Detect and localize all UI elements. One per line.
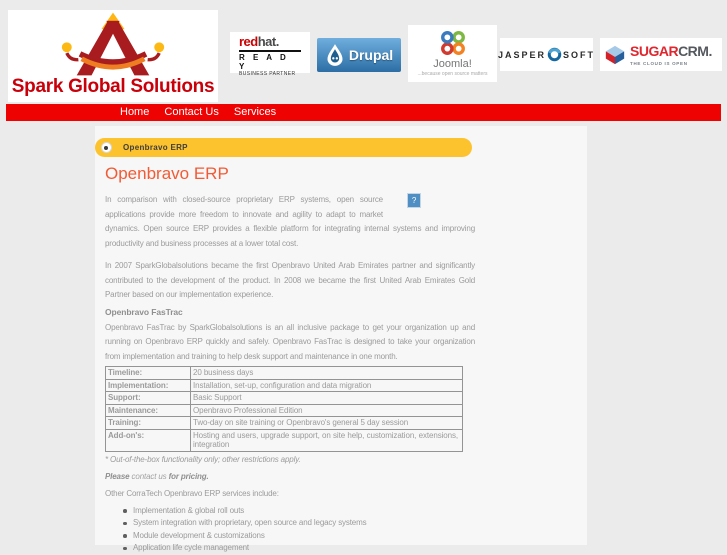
- breadcrumb-label: Openbravo ERP: [123, 143, 188, 152]
- list-item: System integration with proprietary, open source and legacy systems: [123, 517, 475, 530]
- row-label: Training:: [106, 417, 191, 430]
- row-label: Implementation:: [106, 379, 191, 392]
- redhat-ready-label: R E A D Y: [239, 50, 301, 71]
- jaspersoft-swoosh-icon: [547, 47, 562, 62]
- row-value: Installation, set-up, configuration and data migration: [191, 379, 463, 392]
- row-value: Basic Support: [191, 392, 463, 405]
- bullet-circle-icon: [101, 142, 112, 153]
- joomla-wordmark: Joomla!: [433, 58, 472, 70]
- fastrac-spec-table: [105, 366, 463, 452]
- partner-logo-drupal[interactable]: [317, 38, 401, 72]
- spark-logo-icon: [28, 11, 198, 77]
- row-label: Add-on's:: [106, 429, 191, 451]
- help-icon[interactable]: ?: [407, 193, 421, 208]
- row-value: 20 business days: [191, 367, 463, 380]
- pricing-note: Please contact us for pricing.: [105, 471, 209, 481]
- services-list: [105, 503, 475, 555]
- bullet-icon: [123, 522, 127, 526]
- company-name: Spark Global Solutions: [11, 76, 215, 97]
- nav-services[interactable]: Services: [233, 106, 277, 118]
- breadcrumb: [95, 138, 472, 157]
- sugarcrm-cube-icon: [604, 44, 626, 66]
- history-paragraph: In 2007 SparkGlobalsolutions became the first Openbravo United Arab Emirates partner and significantly contributed to the development of the product. In 2008 we became the first United Arab Emirates Gold Partner based on our implementation experience.: [105, 261, 475, 299]
- table-row: [106, 404, 463, 417]
- row-value: Hosting and users, upgrade support, on site help, customization, extensions, integration: [191, 429, 463, 451]
- bullet-icon: [123, 534, 127, 538]
- nav-home[interactable]: Home: [120, 106, 150, 118]
- partner-logo-joomla[interactable]: [408, 25, 497, 82]
- row-value: Two-day on site training or Openbravo's general 5 day session: [191, 417, 463, 430]
- jasper-wordmark-right: SOFT: [563, 49, 596, 60]
- list-item: Application life cycle management: [123, 542, 475, 555]
- fastrac-paragraph: Openbravo FasTrac by SparkGlobalsolutions is an all inclusive package to get your organization up and running on Openbravo ERP quickly and safely. Openbravo FasTrac is designed to take your organization from implementation and training to help desk support and maintenance in one month.: [105, 322, 475, 361]
- float-spacer: [383, 193, 475, 219]
- table-footnote: * Out-of-the-box functionality only; other restrictions apply.: [105, 454, 301, 464]
- table-row: [106, 429, 463, 451]
- row-label: Support:: [106, 392, 191, 405]
- intro-paragraph: ? In comparison with closed-source proprietary ERP systems, open source applications provide more freedom to innovate and agility to adapt to market dynamics. Open source ERP provides a flexible platform for integrating internal systems and improving productivity and business processes at a lower total cost.: [105, 195, 475, 248]
- row-label: Maintenance:: [106, 404, 191, 417]
- list-item: Module development & customizations: [123, 530, 475, 543]
- partner-logo-redhat[interactable]: [230, 32, 310, 77]
- main-content: [105, 164, 475, 555]
- joomla-knot-icon: [438, 28, 468, 58]
- company-logo[interactable]: [8, 10, 218, 102]
- partner-logo-sugarcrm[interactable]: [600, 38, 722, 71]
- bullet-icon: [123, 509, 127, 513]
- sugarcrm-wordmark: SUGARCRM.: [630, 42, 712, 59]
- services-intro: Other CorraTech Openbravo ERP services include:: [105, 488, 279, 498]
- sugarcrm-tagline: THE CLOUD IS OPEN: [630, 60, 688, 66]
- jasper-wordmark-left: JASPER: [498, 49, 547, 60]
- joomla-tagline: ...because open source matters: [417, 71, 488, 77]
- main-nav: [6, 104, 721, 121]
- table-row: [106, 417, 463, 430]
- page-title: Openbravo ERP: [105, 164, 229, 183]
- contact-us-link[interactable]: contact us: [131, 471, 167, 481]
- list-item: Implementation & global roll outs: [123, 505, 475, 518]
- drupal-droplet-icon: [325, 43, 345, 67]
- redhat-wordmark: redhat.: [239, 34, 279, 49]
- table-row: [106, 379, 463, 392]
- drupal-wordmark: Drupal: [348, 47, 394, 63]
- row-value: Openbravo Professional Edition: [191, 404, 463, 417]
- bullet-icon: [123, 547, 127, 551]
- partner-logo-jaspersoft[interactable]: [498, 38, 596, 71]
- fastrac-heading: Openbravo FasTrac: [105, 306, 183, 317]
- nav-contact-us[interactable]: Contact Us: [164, 106, 219, 118]
- table-row: [106, 367, 463, 380]
- redhat-business-partner-label: BUSINESS PARTNER: [239, 71, 296, 77]
- row-label: Timeline:: [106, 367, 191, 380]
- table-row: [106, 392, 463, 405]
